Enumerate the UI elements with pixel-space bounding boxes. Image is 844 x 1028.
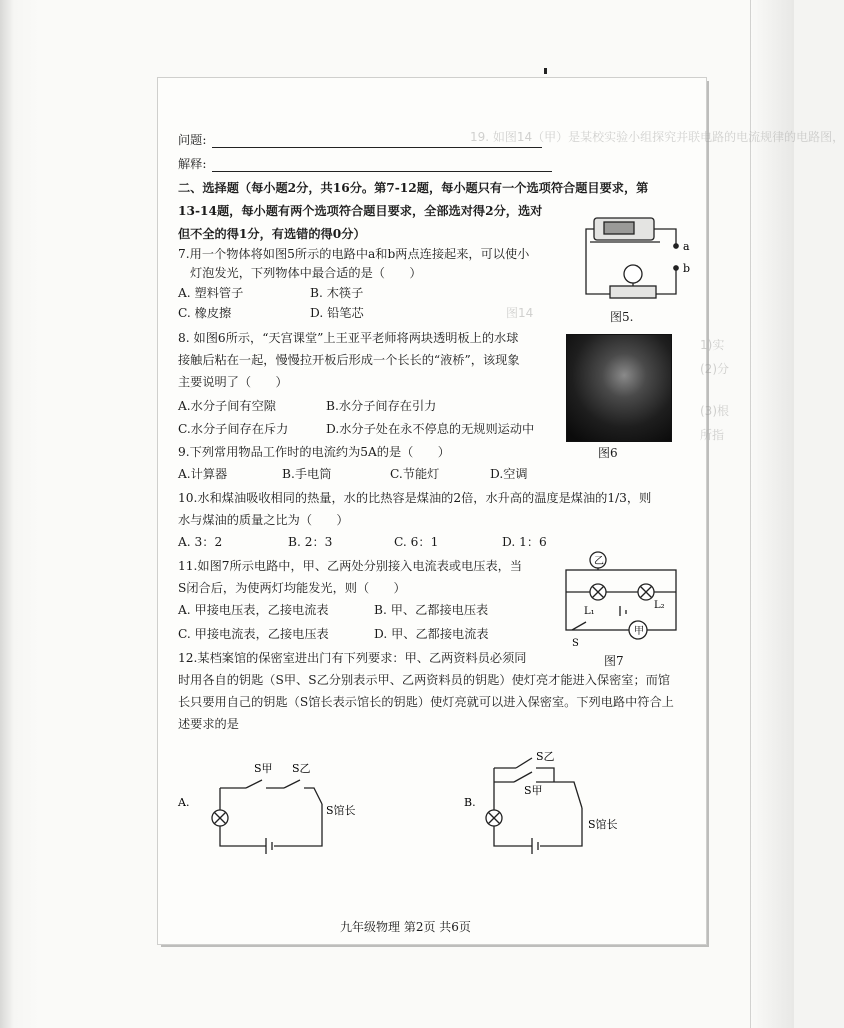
question-10-stem: 10.水和煤油吸收相同的热量，水的比热容是煤油的2倍，水升高的温度是煤油的1/3，则: [178, 491, 652, 505]
lamp-2-label: L₂: [654, 600, 665, 611]
question-label: 问题:: [178, 133, 207, 147]
scan-speck: [544, 68, 547, 74]
question-11-option-c: C. 甲接电流表，乙接电压表: [178, 627, 329, 641]
option-b-label: B.: [464, 796, 476, 809]
question-12-stem: 12.某档案馆的保密室进出门有下列要求：甲、乙两资料员必须同: [178, 651, 527, 665]
scan-edge-line: [750, 0, 751, 1028]
figure-7-circuit: [558, 548, 686, 652]
question-8-stem: 接触后粘在一起，慢慢拉开板后形成一个长长的“液桥”，该现象: [178, 353, 520, 367]
question-9-option-c: C.节能灯: [390, 467, 440, 481]
bleed-through-text: (3)根: [700, 404, 729, 418]
bleed-through-text: (2)分: [700, 362, 729, 376]
figure-5-caption: 图5.: [610, 310, 634, 324]
question-7-stem: 7.用一个物体将如图5所示的电路中a和b两点连接起来，可以使小: [178, 247, 530, 261]
switch-yi-label: S乙: [292, 762, 311, 775]
question-10-option-d: D. 1：6: [502, 535, 547, 549]
question-12-stem: 长只要用自己的钥匙（S馆长表示馆长的钥匙）使灯亮就可以进入保密室。下列电路中符合上: [178, 695, 674, 709]
answer-blank-line: [212, 171, 552, 172]
question-11-option-b: B. 甲、乙都接电压表: [374, 603, 489, 617]
question-9-option-b: B.手电筒: [282, 467, 332, 481]
question-7-option-b: B. 木筷子: [310, 286, 364, 300]
switch-jia-label: S甲: [524, 784, 543, 797]
explain-label: 解释:: [178, 157, 207, 171]
question-11-stem: 11.如图7所示电路中，甲、乙两处分别接入电流表或电压表，当: [178, 559, 523, 573]
meter-yi-label: 乙: [594, 556, 604, 567]
question-9-stem: 9.下列常用物品工作时的电流约为5A的是（ ）: [178, 445, 450, 459]
question-8-option-a: A.水分子间有空隙: [178, 399, 276, 413]
switch-guan-label: S馆长: [588, 818, 618, 831]
bleed-through-text: 图14: [506, 306, 534, 320]
switch-guan-label: S馆长: [326, 804, 356, 817]
bleed-through-text: 1)实: [700, 338, 725, 352]
question-7-option-c: C. 橡皮擦: [178, 306, 232, 320]
switch-yi-label: S乙: [536, 750, 555, 763]
question-12-stem: 述要求的是: [178, 717, 239, 731]
question-7-option-a: A. 塑料管子: [178, 286, 244, 300]
section-title: 但不全的得1分，有选错的得0分）: [178, 227, 366, 241]
question-10-option-c: C. 6：1: [394, 535, 439, 549]
question-12-stem: 时用各自的钥匙（S甲、S乙分别表示甲、乙两资料员的钥匙）使灯亮才能进入保密室；而馆: [178, 673, 671, 687]
figure-12-circuit-b: [462, 748, 638, 864]
lamp-1-label: L₁: [584, 606, 595, 617]
question-8-stem: 主要说明了（ ）: [178, 375, 288, 389]
figure-6-caption: 图6: [598, 446, 618, 460]
question-8-stem: 8. 如图6所示，“天宫课堂”上王亚平老师将两块透明板上的水球: [178, 331, 519, 345]
figure-6-photo: [566, 334, 672, 442]
label-a: a: [683, 240, 690, 253]
page-footer: 九年级物理 第2页 共6页: [340, 920, 471, 934]
figure-12-circuit-a: [176, 758, 356, 864]
question-7-stem: 灯泡发光，下列物体中最合适的是（ ）: [190, 266, 422, 280]
figure-5-circuit: [580, 212, 700, 312]
figure-7-caption: 图7: [604, 654, 624, 668]
question-11-option-a: A. 甲接电压表，乙接电流表: [178, 603, 329, 617]
answer-blank-line: [212, 147, 542, 148]
question-8-option-b: B.水分子间存在引力: [326, 399, 437, 413]
meter-jia-label: 甲: [634, 626, 644, 637]
bleed-through-text: 所指: [700, 428, 725, 442]
question-9-option-d: D.空调: [490, 467, 528, 481]
switch-label: S: [572, 638, 579, 649]
question-8-option-c: C.水分子间存在斥力: [178, 422, 289, 436]
question-10-option-b: B. 2：3: [288, 535, 333, 549]
question-11-stem: S闭合后，为使两灯均能发光，则（ ）: [178, 581, 406, 595]
question-10-option-a: A. 3：2: [178, 535, 223, 549]
section-title: 13-14题，每小题有两个选项符合题目要求，全部选对得2分，选对: [178, 204, 543, 218]
question-8-option-d: D.水分子处在永不停息的无规则运动中: [326, 422, 535, 436]
question-11-option-d: D. 甲、乙都接电流表: [374, 627, 489, 641]
section-title: 二、选择题（每小题2分，共16分。第7-12题，每小题只有一个选项符合题目要求，第: [178, 181, 649, 195]
question-10-stem: 水与煤油的质量之比为（ ）: [178, 513, 349, 527]
question-7-option-d: D. 铅笔芯: [310, 306, 364, 320]
label-b: b: [683, 262, 691, 275]
bleed-through-text: 19. 如图14（甲）是某校实验小组探究并联电路的电流规律的电路图，: [470, 130, 844, 144]
switch-jia-label: S甲: [254, 762, 273, 775]
question-9-option-a: A.计算器: [178, 467, 228, 481]
option-a-label: A.: [178, 796, 190, 809]
